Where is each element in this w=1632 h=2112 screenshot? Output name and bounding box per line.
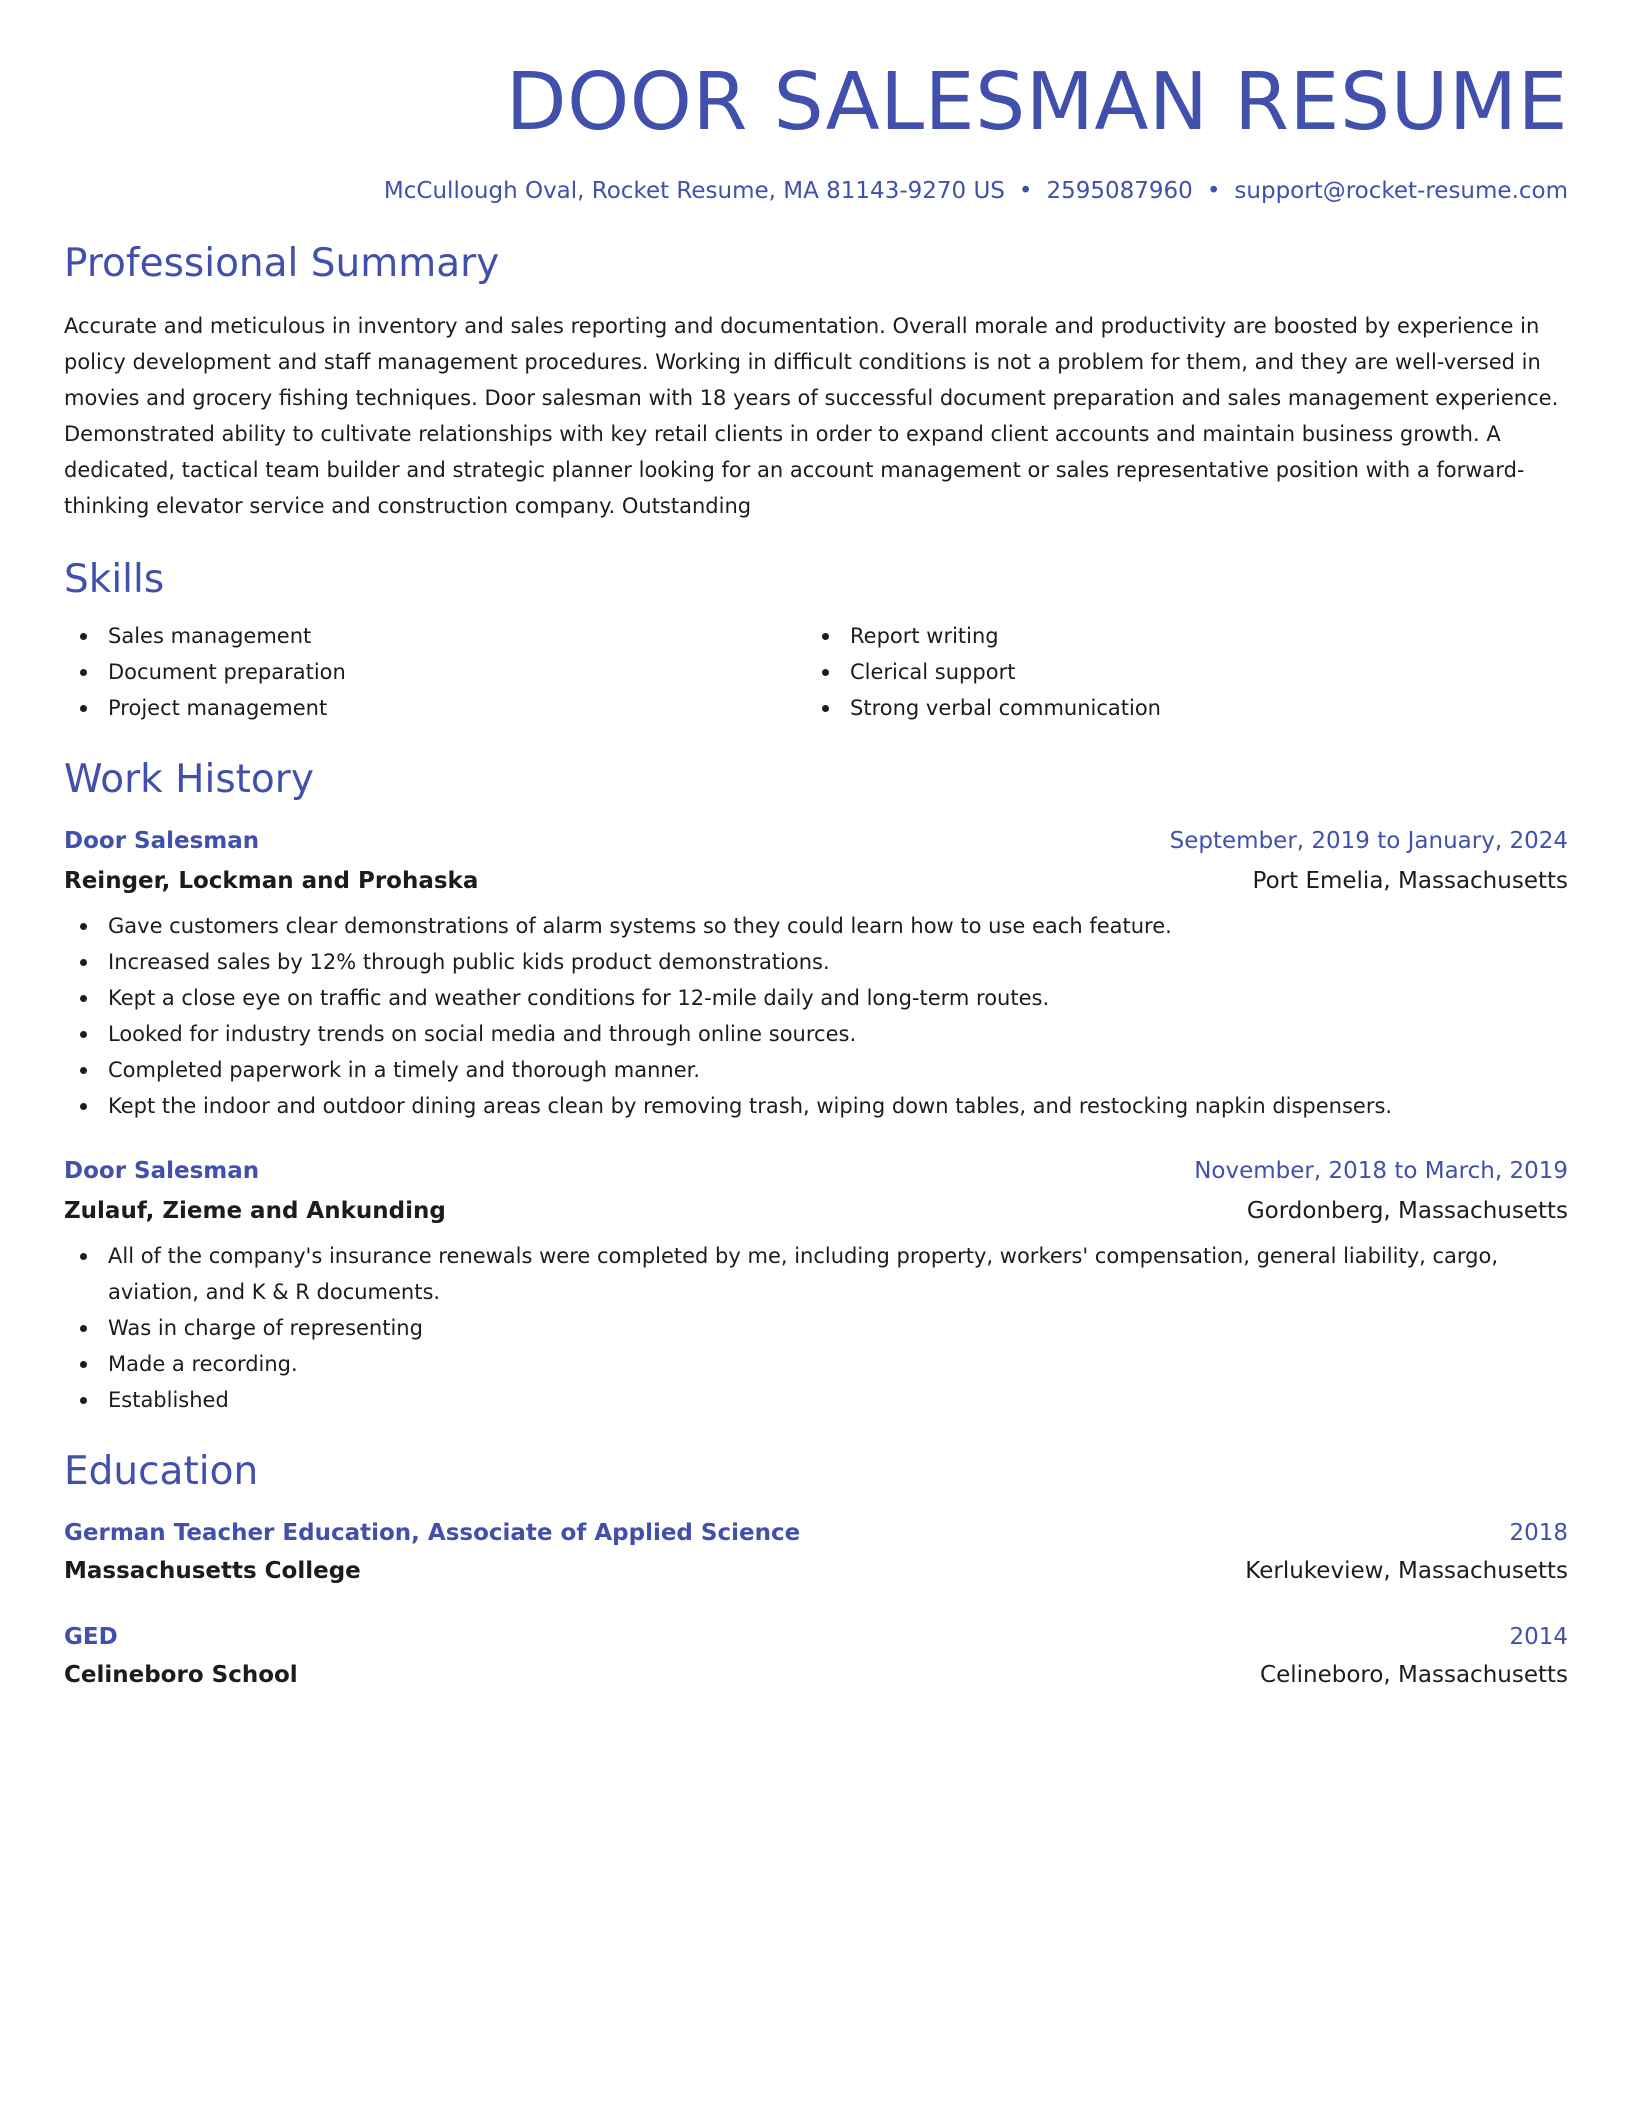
job-dates: November, 2018 to March, 2019	[1194, 1158, 1568, 1184]
job-location: Gordonberg, Massachusetts	[1246, 1198, 1568, 1224]
contact-email[interactable]: support@rocket-resume.com	[1234, 178, 1568, 204]
education-location: Kerlukeview, Massachusetts	[1245, 1558, 1568, 1584]
work-history-heading: Work History	[64, 757, 314, 802]
education-degree-row	[64, 1622, 1568, 1652]
education-school: Celineboro School	[64, 1662, 298, 1688]
education-school: Massachusetts College	[64, 1558, 361, 1584]
job-company-row	[64, 866, 1568, 896]
contact-separator: •	[1018, 178, 1033, 204]
job-bullet: Established	[64, 1382, 1568, 1418]
job-company-row	[64, 1196, 1568, 1226]
resume-header	[64, 0, 1568, 206]
contact-address: McCullough Oval, Rocket Resume, MA 81143-9270 US	[383, 178, 1005, 204]
education-degree: German Teacher Education, Associate of Applied Science	[64, 1520, 801, 1546]
skills-columns	[64, 618, 1568, 726]
skills-list-right	[806, 618, 1548, 726]
skill-item: Project management	[64, 690, 806, 726]
job-bullets	[64, 908, 1568, 1124]
education-school-row	[64, 1660, 1568, 1690]
education-section	[64, 1448, 1568, 1690]
education-location: Celineboro, Massachusetts	[1260, 1662, 1568, 1688]
job-location: Port Emelia, Massachusetts	[1252, 868, 1568, 894]
job-bullets	[64, 1238, 1568, 1418]
summary-text: Accurate and meticulous in inventory and sales reporting and documentation. Overall morale and productivity are boosted by experience in policy development and staff management procedures. Working in difficult conditions is not a problem for them, and they are well-versed in movies and grocery fishing techniques. Door salesman with 18 years of successful document preparation and sales management experience. Demonstrated ability to cultivate relationships with key retail clients in order to expand client accounts and maintain business growth. A dedicated, tactical team builder and strategic planner looking for an account management or sales representative position with a forward-thinking elevator service and construction company. Outstanding	[64, 314, 1559, 518]
job-title: Door Salesman	[64, 828, 260, 854]
education-degree-row	[64, 1518, 1568, 1548]
education-degree: GED	[64, 1624, 118, 1650]
skill-item: Document preparation	[64, 654, 806, 690]
job-bullet: Increased sales by 12% through public kids product demonstrations.	[64, 944, 1568, 980]
job-title: Door Salesman	[64, 1158, 260, 1184]
education-entry	[64, 1622, 1568, 1690]
resume-title: DOOR SALESMAN RESUME	[505, 56, 1568, 148]
education-school-row	[64, 1556, 1568, 1586]
skills-section	[64, 556, 1568, 726]
contact-separator: •	[1206, 178, 1221, 204]
skill-item: Strong verbal communication	[806, 690, 1548, 726]
skills-list-left	[64, 618, 806, 726]
job-role-row	[64, 1156, 1568, 1186]
job-bullet: Kept a close eye on traffic and weather conditions for 12-mile daily and long-term routes.	[64, 980, 1568, 1016]
resume-page	[64, 0, 1568, 2112]
education-heading: Education	[64, 1449, 259, 1494]
skill-item: Clerical support	[806, 654, 1548, 690]
education-entry	[64, 1518, 1568, 1586]
skills-heading: Skills	[64, 557, 165, 602]
skill-item: Report writing	[806, 618, 1548, 654]
work-history-section	[64, 756, 1568, 1418]
summary-section	[64, 240, 1568, 524]
job-entry	[64, 826, 1568, 1124]
job-dates: September, 2019 to January, 2024	[1169, 828, 1568, 854]
job-bullet: Completed paperwork in a timely and thorough manner.	[64, 1052, 1568, 1088]
education-year: 2014	[1509, 1624, 1568, 1650]
job-company: Reinger, Lockman and Prohaska	[64, 868, 479, 894]
job-bullet: Was in charge of representing	[64, 1310, 1568, 1346]
job-role-row	[64, 826, 1568, 856]
summary-heading: Professional Summary	[64, 241, 500, 286]
job-entry	[64, 1156, 1568, 1418]
skill-item: Sales management	[64, 618, 806, 654]
job-bullet: Made a recording.	[64, 1346, 1568, 1382]
education-year: 2018	[1509, 1520, 1568, 1546]
job-bullet: All of the company's insurance renewals were completed by me, including property, workers' compensation, general liability, cargo, aviation, and K & R documents.	[64, 1238, 1568, 1310]
contact-line	[64, 176, 1568, 206]
contact-phone[interactable]: 2595087960	[1046, 178, 1193, 204]
job-company: Zulauf, Zieme and Ankunding	[64, 1198, 446, 1224]
job-bullet: Gave customers clear demonstrations of alarm systems so they could learn how to use each feature.	[64, 908, 1568, 944]
job-bullet: Looked for industry trends on social media and through online sources.	[64, 1016, 1568, 1052]
job-bullet: Kept the indoor and outdoor dining areas clean by removing trash, wiping down tables, and restocking napkin dispensers.	[64, 1088, 1568, 1124]
